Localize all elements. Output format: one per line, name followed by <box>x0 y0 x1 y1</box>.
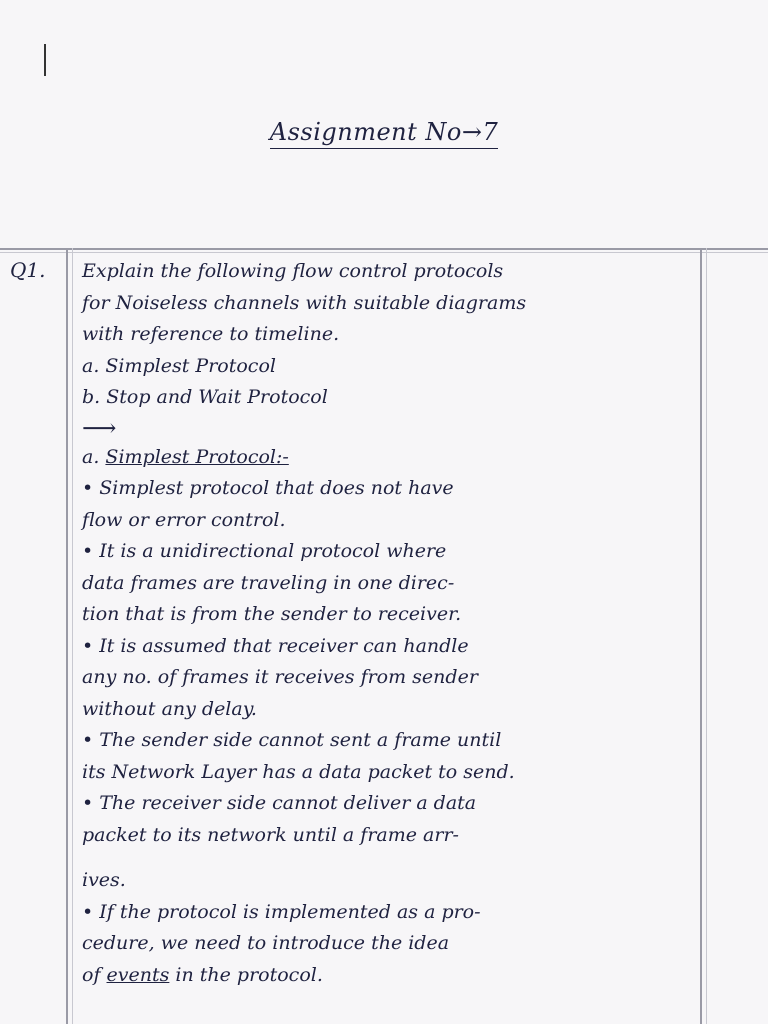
answer-line: • Simplest protocol that does not have <box>82 477 454 499</box>
question-number: Q1. <box>10 258 46 282</box>
answer-line: ives. <box>82 869 126 891</box>
answer-line: • The sender side cannot sent a frame until <box>82 729 502 751</box>
answer-last-underlined: events <box>106 963 170 986</box>
question-line: with reference to timeline. <box>82 323 340 345</box>
margin-mark <box>44 44 46 76</box>
answer-heading <box>82 442 692 474</box>
answer-line: packet to its network until a frame arr- <box>82 823 459 846</box>
answer-line: data frames are traveling in one direc- <box>82 571 455 594</box>
answer-last-suffix: in the protocol. <box>169 963 323 986</box>
question-line: Explain the following flow control protocols <box>82 260 504 282</box>
answer-line: without any delay. <box>82 697 257 720</box>
answer-line: tion that is from the sender to receiver. <box>82 603 462 625</box>
left-margin-line-inner <box>72 248 73 1024</box>
answer-heading-text: Simplest Protocol:- <box>105 445 289 468</box>
assignment-title <box>0 118 768 146</box>
answer-line: • It is a unidirectional protocol where <box>82 540 447 562</box>
answer-line: • It is assumed that receiver can handle <box>82 634 469 657</box>
answer-line: its Network Layer has a data packet to send. <box>82 760 515 783</box>
answer-arrow-icon: ⟶ <box>82 413 117 442</box>
line-gap <box>82 851 692 865</box>
right-margin-line <box>700 248 702 1024</box>
page-content <box>82 256 692 991</box>
header-rule-secondary <box>0 252 768 253</box>
answer-line: • If the protocol is implemented as a pro- <box>82 900 481 923</box>
assignment-title-text: Assignment No→7 <box>270 118 498 149</box>
answer-last-prefix: of <box>82 963 107 986</box>
question-option: a. Simplest Protocol <box>82 354 276 377</box>
header-rule <box>0 248 768 250</box>
answer-last-line <box>82 960 692 992</box>
answer-line: • The receiver side cannot deliver a data <box>82 792 477 814</box>
question-line: for Noiseless channels with suitable diagrams <box>82 291 527 314</box>
answer-line: cedure, we need to introduce the idea <box>82 932 450 954</box>
left-margin-line <box>66 248 68 1024</box>
answer-heading-prefix: a. <box>82 445 106 468</box>
answer-line: flow or error control. <box>82 508 286 531</box>
right-margin-line-inner <box>706 248 707 1024</box>
question-option: b. Stop and Wait Protocol <box>82 386 328 408</box>
answer-line: any no. of frames it receives from sender <box>82 666 478 688</box>
